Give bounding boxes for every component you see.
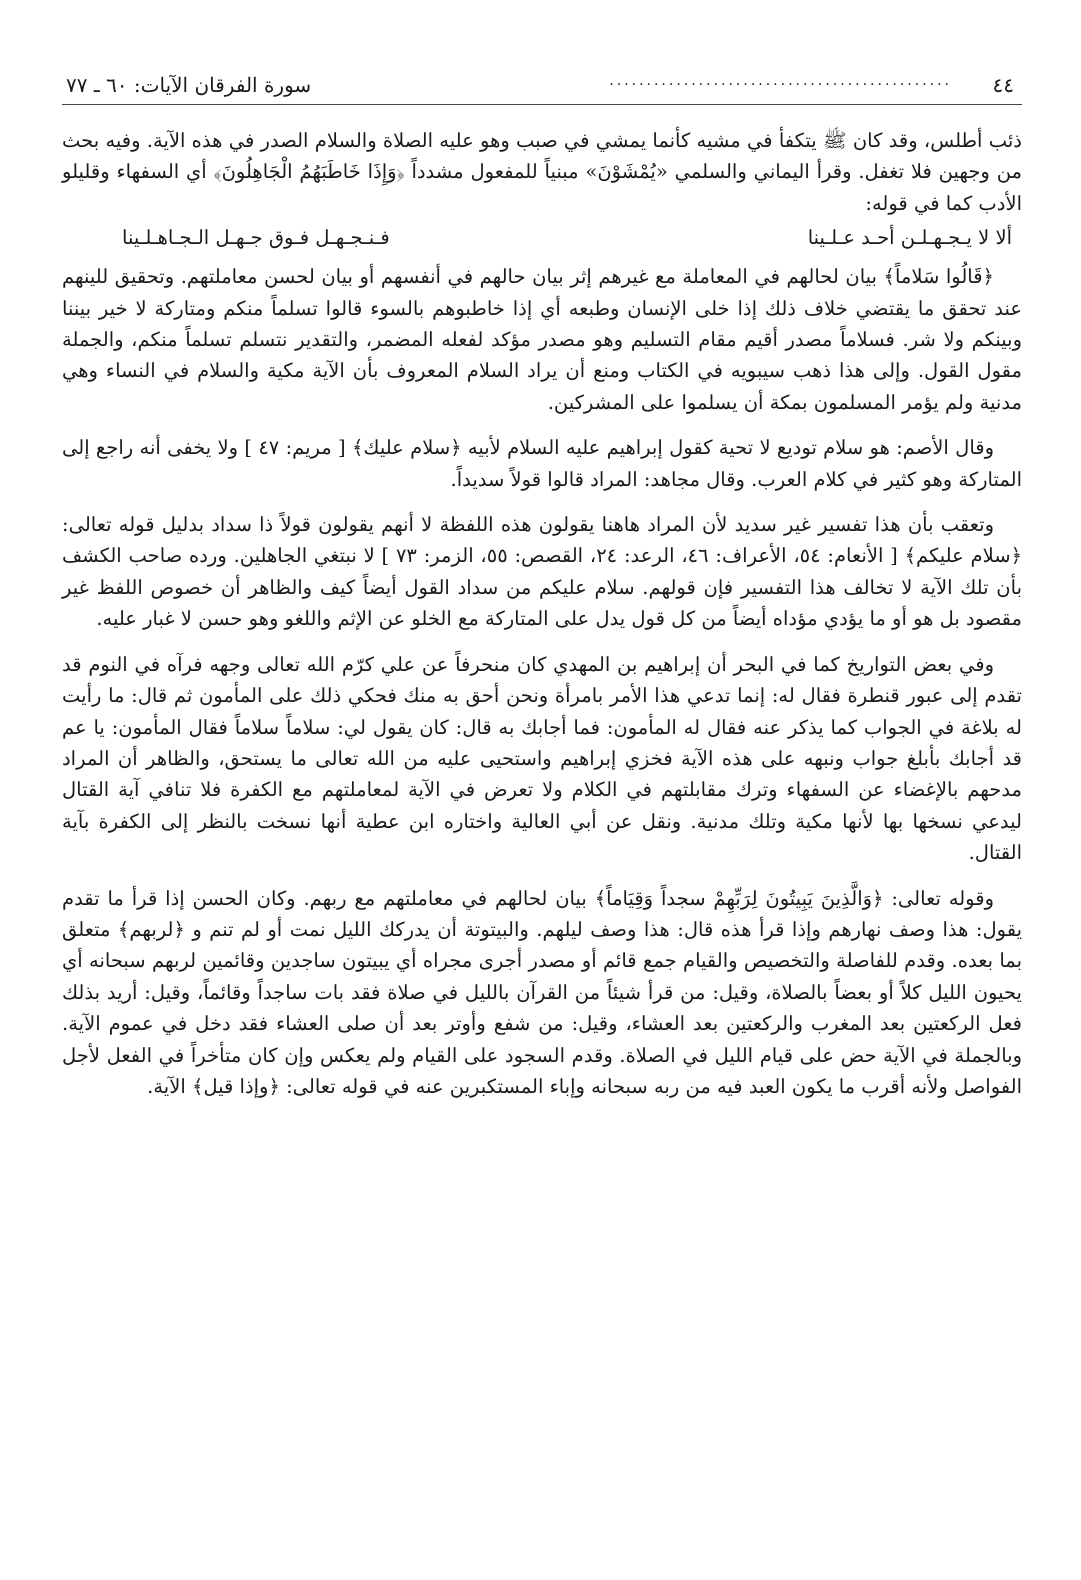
book-page	[62, 70, 1022, 1550]
paragraph-6: وقوله تعالى: ﴿وَالَّذِينَ يَبِيتُونَ لِرَبِّهِمْ سجداً وَقِيَاماً﴾ بيان لحالهم في معاملتهم مع ربهم. وكان الحسن إذا قرأ ما تقدم يقول: هذا وصف نهارهم وإذا قرأ هذه قال: هذا وصف ليلهم. والبيتوتة أن يدركك الليل نمت أو لم تنم و ﴿لربهم﴾ متعلق بما بعده. وقدم للفاصلة والتخصيص والقيام جمع قائم أو مصدر أجرى مجراه أي يبيتون ساجدين وقائمين لربهم سبحانه أي يحيون الليل كلاً أو بعضاً بالصلاة، وقيل: من قرأ شيئاً من القرآن بالليل في صلاة فقد بات ساجداً وقائماً، وقيل: أريد بذلك فعل الركعتين بعد المغرب والركعتين بعد العشاء، وقيل: من شفع وأوتر بعد أن صلى العشاء فقد دخل في عموم الآية. وبالجملة في الآية حض على قيام الليل في الصلاة. وقدم السجود على القيام ولم يعكس وإن كان متأخراً في الفعل لأجل الفواصل ولأنه أقرب ما يكون العبد فيه من ربه سبحانه وإباء المستكبرين عنه في قوله تعالى: ﴿وإذا قيل﴾ الآية.	[62, 886, 1022, 1098]
page-body	[62, 125, 1022, 1102]
page-header	[62, 70, 1022, 105]
header-leader-dots: ..............................................	[609, 73, 952, 89]
paragraph-1: ذئب أطلس، وقد كان ﷺ يتكفأ في مشيه كأنما يمشي في صبب وهو عليه الصلاة والسلام الصدر في هذه الآية. وفيه بحث من وجهين فلا تغفل. وقرأ اليماني والسلمي «يُمْشَوْنَ» مبنياً للمفعول مشدداً ﴿وَإِذَا خَاطَبَهُمُ الْجَاهِلُونَ﴾ أي السفهاء وقليلو الأدب كما في قوله:	[62, 129, 1022, 215]
paragraph-2: ﴿قَالُوا سَلاماً﴾ بيان لحالهم في المعاملة مع غيرهم إثر بيان حالهم في أنفسهم أو بيان لحسن معاملتهم. وتحقيق للينهم عند تحقق ما يقتضي خلاف ذلك إذا خلى الإنسان وطبعه أي إذا خاطبوهم بالسوء قالوا تسلماً منكم ومتاركة لا خير بيننا وبينكم ولا شر. فسلاماً مصدر أقيم مقام التسليم وهو مصدر مؤكد لفعله المضمر، والتقدير نتسلم تسلماً منكم، والجملة مقول القول. وإلى هذا ذهب سيبويه في الكتاب ومنع أن يراد السلام المعروف بأن الآية مكية والسلام في النساء وهي مدنية ولم يؤمر المسلمون بمكة أن يسلموا على المشركين.	[62, 265, 1022, 414]
paragraph-5: وفي بعض التواريخ كما في البحر أن إبراهيم بن المهدي كان منحرفاً عن علي كرّم الله تعالى وجهه فرآه في النوم قد تقدم إلى عبور قنطرة فقال له: إنما تدعي هذا الأمر بامرأة ونحن أحق به منك فحكي ذلك على المأمون ثم قال: ما رأيت له بلاغة في الجواب كما يذكر عنه فقال له المأمون: فما أجابك به قال: كان يقول لي: سلاماً سلاماً فقال المأمون: يا عم قد أجابك بأبلغ جواب ونبهه على هذه الآية فخزي إبراهيم واستحيى عليه من الله تعالى ما يستحق، والظاهر أن المراد مدحهم بالإغضاء عن السفهاء وترك مقابلتهم في الكلام ولا تعرض في الآية لمعاملتهم مع الكفرة فلا تنافي آية القتال ليدعي نسخها بها لأنها مكية وتلك مدنية. ونقل عن أبي العالية واختاره ابن عطية أنها نسخت بالنظر إلى الكفرة بآية القتال.	[62, 652, 1022, 865]
paragraph-4: وتعقب بأن هذا تفسير غير سديد لأن المراد هاهنا يقولون هذه اللفظة لا أنهم يقولون قولاً ذا سداد بدليل قوله تعالى: ﴿سلام عليكم﴾ [ الأنعام: ٥٤، الأعراف: ٤٦، الرعد: ٢٤، القصص: ٥٥، الزمر: ٧٣ ] لا نبتغي الجاهلين. ورده صاحب الكشف بأن تلك الآية لا تخالف هذا التفسير فإن قولهم. سلام عليكم من سداد القول أيضاً كيف والظاهر أن خصوص اللفظ غير مقصود بل هو أو ما يؤدي مؤداه أيضاً من كل قول يدل على المتاركة مع الخلو عن الإثم واللغو وهو حسن لا غبار عليه.	[62, 513, 1023, 631]
running-title: سورة الفرقان الآيات: ٦٠ ـ ٧٧	[66, 73, 312, 97]
verse-first-hemistich: ألا لا يـجـهـلـن أحـد عـلـينا	[807, 226, 1012, 250]
paragraph-3: وقال الأصم: هو سلام توديع لا تحية كقول إبراهيم عليه السلام لأبيه ﴿سلام عليك﴾ [ مريم: ٤٧ ] ولا يخفى أنه راجع إلى المتاركة وهو كثير في كلام العرب. وقال مجاهد: المراد قالوا قولاً سديداً.	[62, 436, 1022, 491]
page-number: ٤٤	[992, 73, 1014, 97]
poetry-verse	[62, 221, 1022, 255]
verse-second-hemistich: فـنـجـهـل فـوق جـهـل الـجـاهـلـينا	[122, 226, 390, 250]
